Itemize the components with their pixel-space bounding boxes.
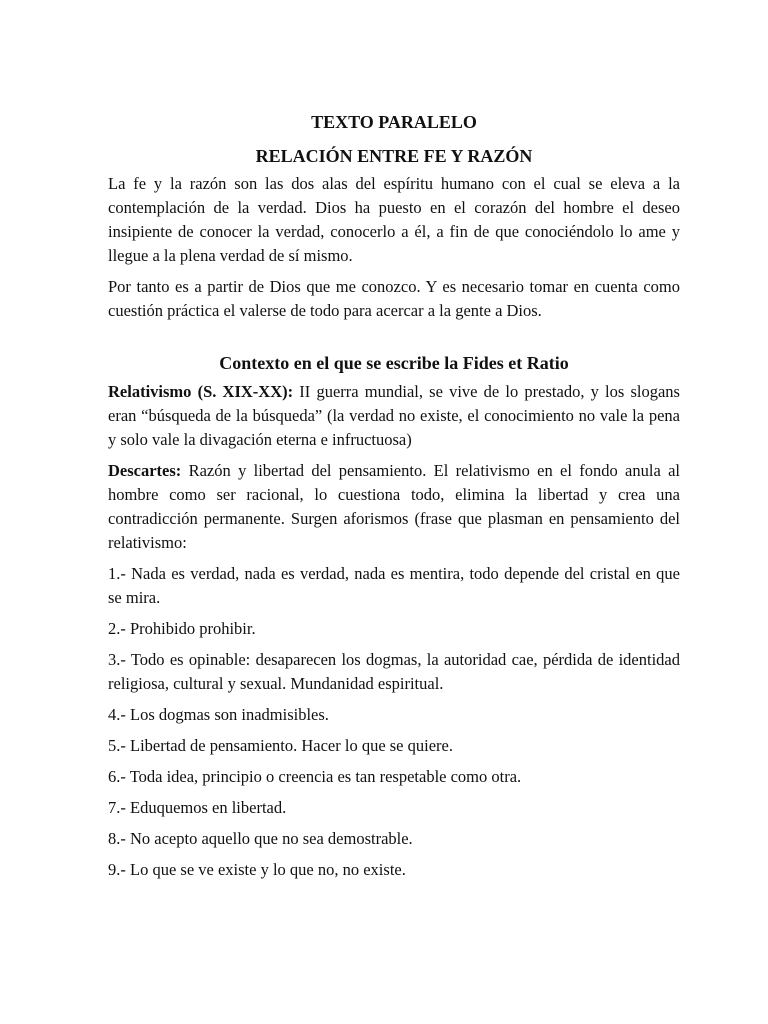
descartes-paragraph (108, 459, 680, 555)
section-title: Contexto en el que se escribe la Fides et Ratio (219, 353, 569, 373)
relativismo-text: II guerra mundial, se vive de lo prestado, y los slogans eran “búsqueda de la búsqueda” (la verdad no existe, el conocimiento no vale la pena y solo vale la divagación eterna e infructuosa) (108, 382, 680, 449)
list-item: 4.- Los dogmas son inadmisibles. (108, 705, 329, 724)
list-item: 8.- No acepto aquello que no sea demostrable. (108, 829, 413, 848)
relativismo-paragraph (108, 380, 680, 452)
descartes-text: Razón y libertad del pensamiento. El relativismo en el fondo anula al hombre como ser racional, lo cuestiona todo, elimina la libertad y crea una contradicción permanente. Surgen aforismos (frase que plasman en pensamiento del relativismo: (108, 461, 680, 552)
list-item: 3.- Todo es opinable: desaparecen los dogmas, la autoridad cae, pérdida de identidad religiosa, cultural y sexual. Mundanidad espiritual. (108, 650, 680, 693)
relativismo-lead: Relativismo (S. XIX-XX): (108, 382, 294, 401)
intro-paragraph-2: Por tanto es a partir de Dios que me conozco. Y es necesario tomar en cuenta como cuestión práctica el valerse de todo para acercar a la gente a Dios. (108, 277, 680, 320)
document-subtitle: RELACIÓN ENTRE FE Y RAZÓN (255, 146, 533, 166)
list-item: 5.- Libertad de pensamiento. Hacer lo que se quiere. (108, 736, 453, 755)
document-page (108, 110, 680, 889)
document-title: TEXTO PARALELO (311, 112, 477, 132)
list-item: 6.- Toda idea, principio o creencia es tan respetable como otra. (108, 767, 522, 786)
list-item: 1.- Nada es verdad, nada es verdad, nada es mentira, todo depende del cristal en que se mira. (108, 564, 680, 607)
intro-paragraph-1: La fe y la razón son las dos alas del espíritu humano con el cual se eleva a la contemplación de la verdad. Dios ha puesto en el corazón del hombre el deseo insipiente de conocer la verdad, conocerlo a él, a fin de que conociéndolo lo ame y llegue a la plena verdad de sí mismo. (108, 174, 680, 265)
list-item: 7.- Eduquemos en libertad. (108, 798, 287, 817)
descartes-lead: Descartes: (108, 461, 182, 480)
list-item: 9.- Lo que se ve existe y lo que no, no existe. (108, 860, 406, 879)
list-item: 2.- Prohibido prohibir. (108, 619, 256, 638)
